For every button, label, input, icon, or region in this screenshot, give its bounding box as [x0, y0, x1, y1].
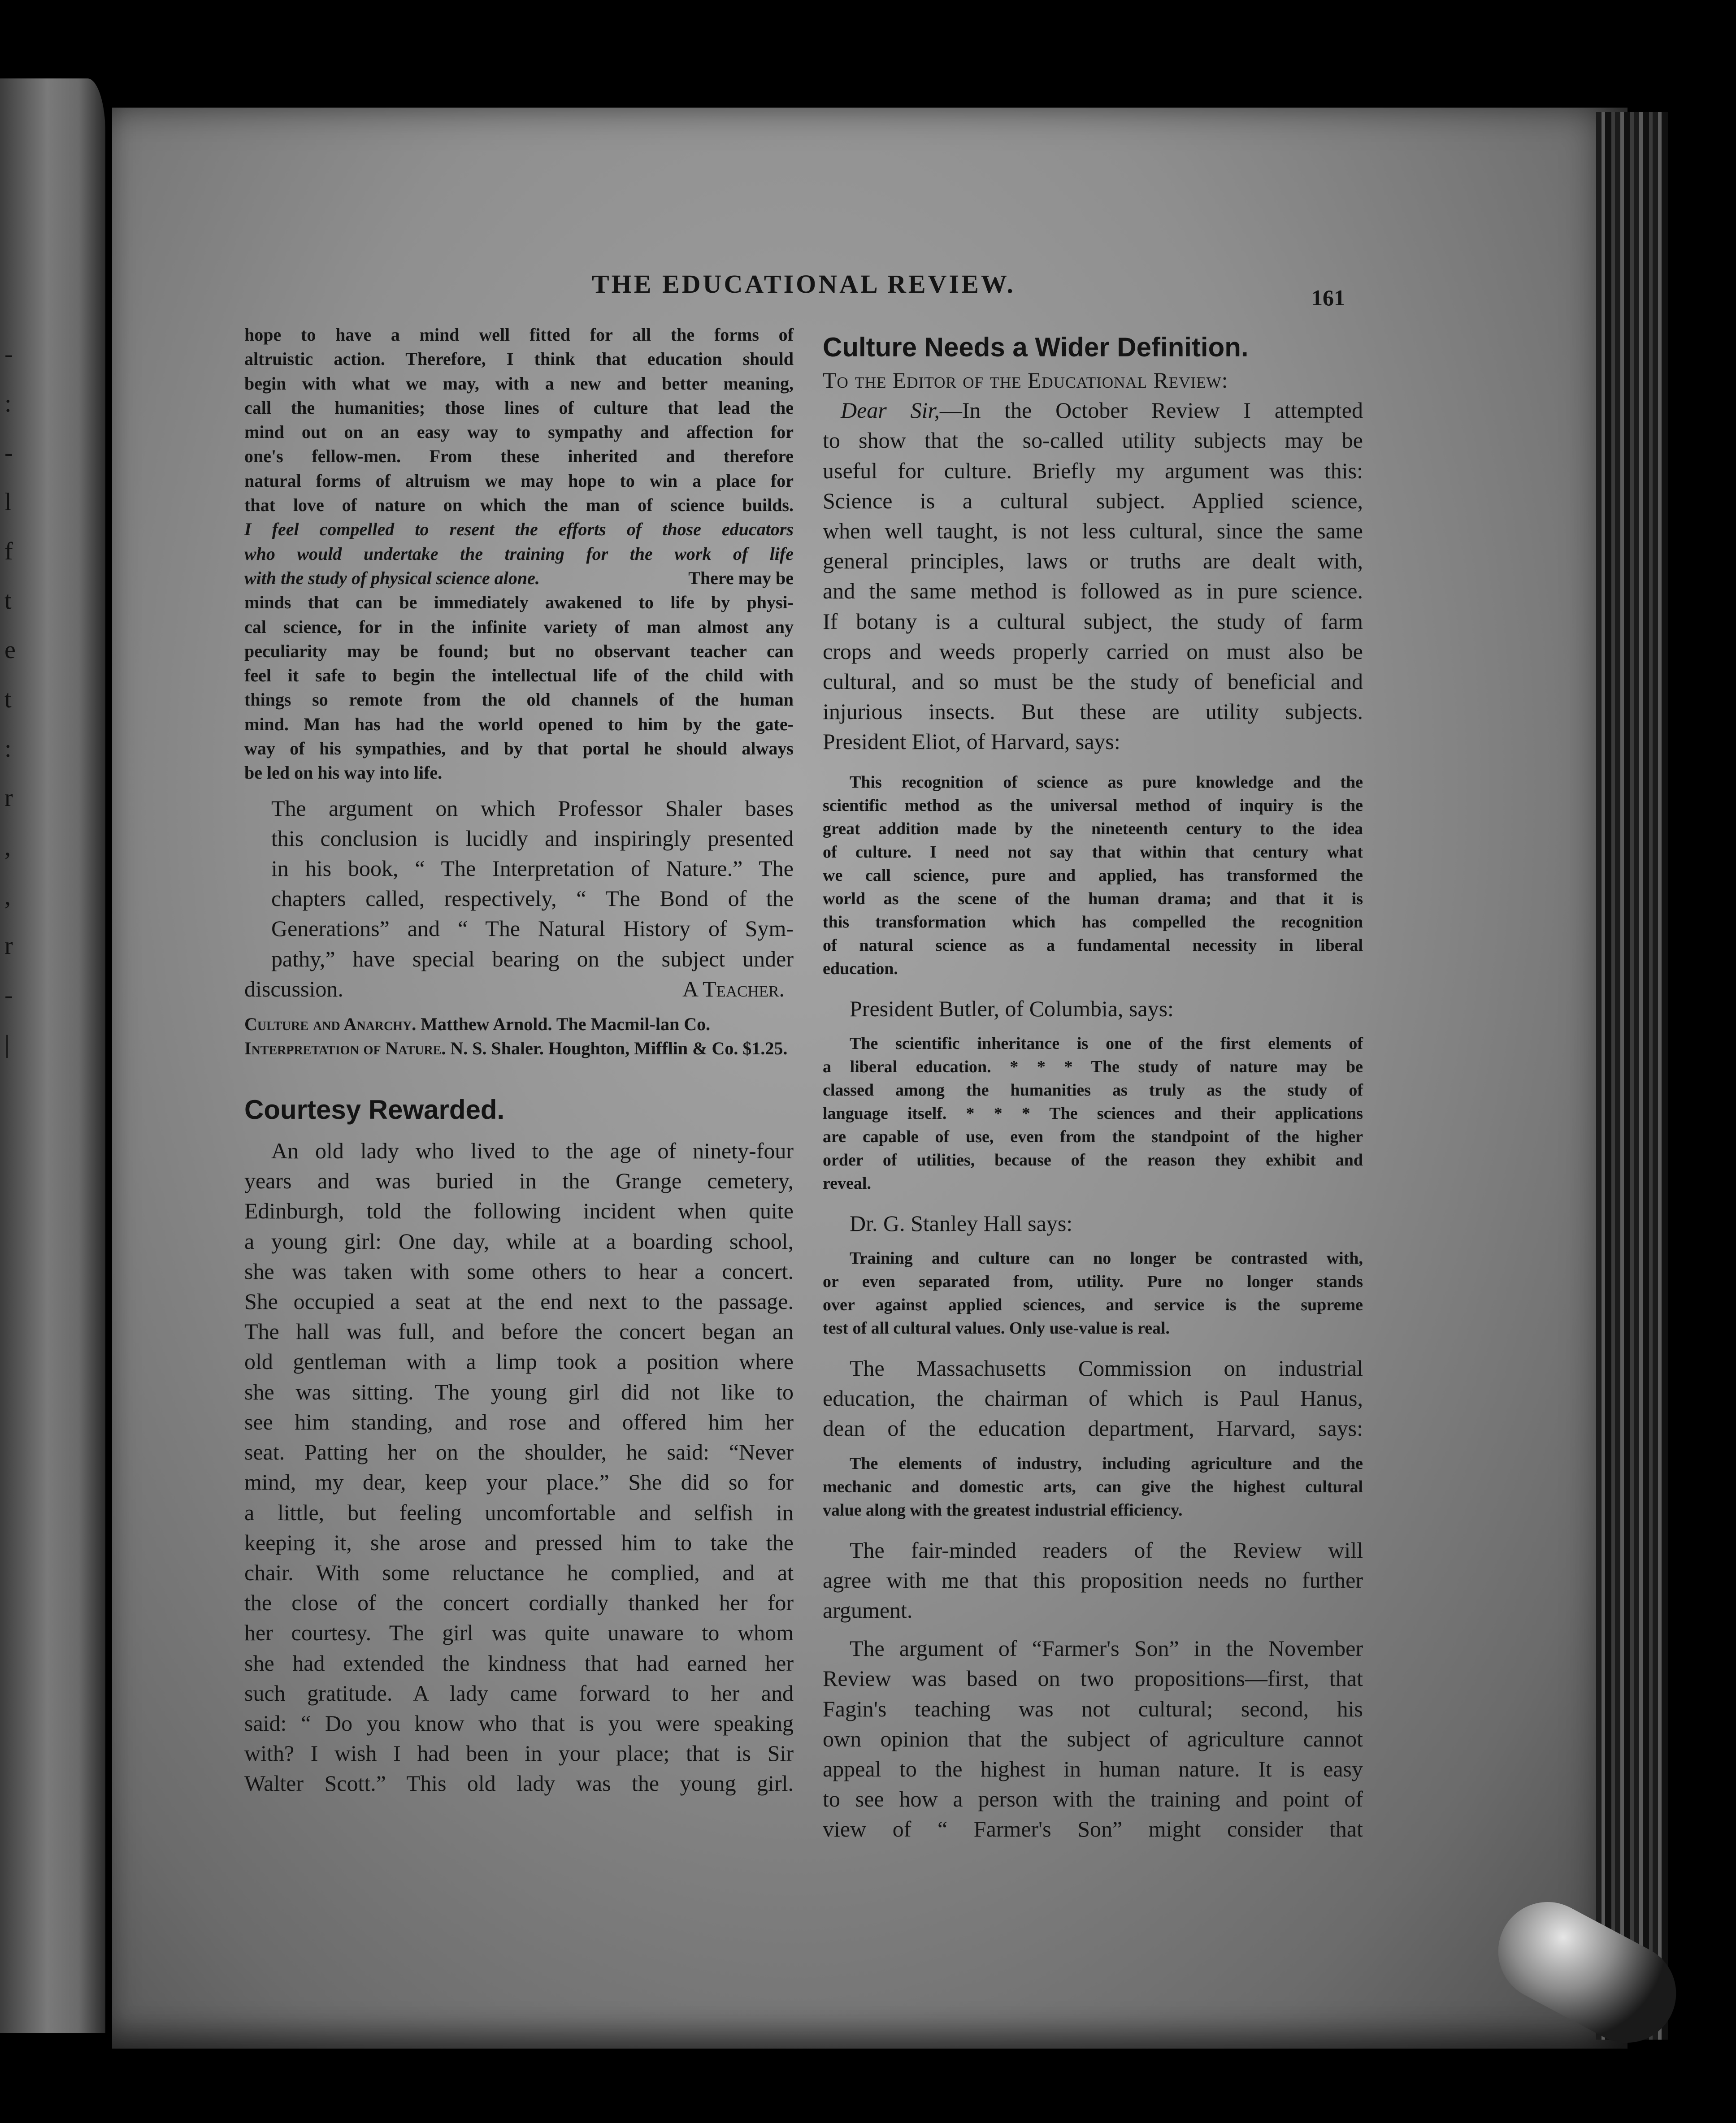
fair-minded-paragraph: [823, 1535, 1363, 1626]
bibliography-title: Interpretation of Nature.: [244, 1038, 446, 1059]
text-line: [823, 425, 1363, 455]
right-column: [823, 329, 1363, 1845]
margin-mark: e: [4, 636, 16, 664]
text-line: The scientific inheritance is one of the first elements of: [850, 1034, 1363, 1053]
massachusetts-quote: [823, 1452, 1363, 1522]
text-line: The argument of “Farmer's Son” in the November: [850, 1636, 1363, 1661]
altruism-paragraph: [244, 323, 794, 785]
culture-heading: Culture Needs a Wider Definition.: [823, 332, 1249, 362]
letter-salutation: To the Editor of the Educational Review:: [823, 368, 1228, 393]
shaler-paragraph: [244, 793, 794, 974]
line-text: and the same method is followed as in pure science.: [823, 578, 1363, 604]
running-head: THE EDUCATIONAL REVIEW.: [592, 269, 1016, 299]
text-line: [823, 667, 1363, 697]
line-text: crops and weeds properly carried on must also be: [823, 638, 1363, 664]
text-line: that love of nature on which the man of science builds.: [244, 495, 794, 516]
text-line: Edinburgh, told the following incident when quite: [244, 1198, 794, 1224]
roman-text: There may be: [688, 568, 794, 588]
italic-text-line: [244, 517, 794, 542]
text-line: chair. With some reluctance he complied, and at: [244, 1560, 794, 1585]
text-line: [823, 395, 1363, 425]
text-line: she had extended the kindness that had earned her: [244, 1650, 794, 1676]
text-line: a young girl: One day, while at a boarding school,: [244, 1228, 794, 1254]
text-line: she was sitting. The young girl did not like to: [244, 1379, 794, 1404]
text-line: This recognition of science as pure knowledge and the: [850, 772, 1363, 792]
text-line: a liberal education. * * * The study of nature may be: [823, 1057, 1363, 1076]
text-line: Review was based on two propositions—first, that: [823, 1666, 1363, 1691]
text-line: [823, 637, 1363, 667]
text-line: [823, 546, 1363, 576]
text-line: [823, 576, 1363, 606]
text-line: she was taken with some others to hear a concert.: [244, 1258, 794, 1284]
text-line: view of “ Farmer's Son” might consider that: [823, 1816, 1363, 1842]
margin-mark: ,: [4, 883, 11, 910]
text-line: to see how a person with the training and point of: [823, 1786, 1363, 1812]
line-text: when well taught, is not less cultural, since the same: [823, 518, 1363, 544]
text-line: of natural science as a fundamental necessity in liberal: [823, 936, 1363, 955]
text-line: [823, 486, 1363, 516]
facing-page-margin-marks: [4, 329, 22, 1069]
margin-mark: t: [4, 685, 12, 713]
text-line: peculiarity may be found; but no observant teacher can: [244, 641, 794, 661]
massachusetts-paragraph: [823, 1353, 1363, 1444]
text-line: value along with the greatest industrial efficiency.: [823, 1500, 1183, 1520]
courtesy-story: [244, 1136, 794, 1798]
line-text: useful for culture. Briefly my argument was this:: [823, 458, 1363, 483]
margin-mark: :: [4, 735, 12, 763]
text-line: The hall was full, and before the concert began an: [244, 1319, 794, 1344]
text-line: Training and culture can no longer be contrasted with,: [850, 1249, 1363, 1268]
text-line: be led on his way into life.: [244, 763, 443, 783]
margin-mark: ,: [4, 833, 11, 861]
page-number: 161: [1311, 285, 1345, 310]
text-line: The fair-minded readers of the Review will: [850, 1537, 1363, 1563]
line-text: President Eliot, of Harvard, says:: [823, 729, 1120, 754]
text-line: over against applied sciences, and service is the supreme: [823, 1295, 1363, 1315]
text-line: altruistic action. Therefore, I think that education should: [244, 349, 794, 369]
text-line: cal science, for in the infinite variety of man almost any: [244, 616, 794, 637]
text-line: The Massachusetts Commission on industrial: [850, 1356, 1363, 1381]
line-text: cultural, and so must be the study of beneficial and: [823, 669, 1363, 694]
text-line: feel it safe to begin the intellectual life of the child with: [244, 665, 794, 686]
text-line: appeal to the highest in human nature. It is easy: [823, 1756, 1363, 1782]
text-line: She occupied a seat at the end next to the passage.: [244, 1289, 794, 1314]
line-text: general principles, laws or truths are dealt with,: [823, 548, 1363, 574]
margin-mark: t: [4, 587, 12, 615]
margin-mark: |: [4, 1031, 10, 1058]
text-line: [823, 456, 1363, 486]
eliot-quote: [823, 771, 1363, 980]
text-line: way of his sympathies, and by that portal he should always: [244, 738, 794, 759]
text-line: or even separated from, utility. Pure no longer stands: [823, 1272, 1363, 1291]
text-line: dean of the education department, Harvard, says:: [823, 1416, 1363, 1441]
bibliography-item: [244, 1036, 794, 1061]
text-line: mind. Man has had the world opened to him by the gate-: [244, 714, 794, 734]
text-line: Walter Scott.” This old lady was the young girl.: [244, 1771, 794, 1796]
margin-mark: -: [4, 981, 13, 1009]
italic-text: with the study of physical science alone.: [244, 568, 540, 588]
line-text: —In the October Review I attempted: [939, 398, 1363, 423]
para1-lines: [244, 323, 794, 517]
text-line: call the humanities; those lines of culture that lead the: [244, 397, 794, 418]
butler-intro: President Butler, of Columbia, says:: [850, 996, 1174, 1021]
text-line: argument.: [823, 1598, 913, 1623]
left-column: [244, 323, 794, 1799]
text-line: mind, my dear, keep your place.” She did so for: [244, 1469, 794, 1495]
italic-text-line: [244, 566, 794, 590]
text-line: her courtesy. The girl was quite unaware to whom: [244, 1620, 794, 1646]
text-line: old gentleman with a limp took a position where: [244, 1349, 794, 1374]
text-line: agree with me that this proposition needs no further: [823, 1567, 1363, 1593]
text-line: world as the scene of the human drama; and that it is: [823, 889, 1363, 908]
book-spine-edge: [1596, 112, 1668, 2040]
text-line: said: “ Do you know who that is you were speaking: [244, 1710, 794, 1736]
bibliography-details: Matthew Arnold. The Macmil-lan Co.: [416, 1014, 711, 1035]
hall-quote: [823, 1247, 1363, 1340]
text-line: Generations” and “ The Natural History of Sym-: [271, 916, 794, 941]
text-line: [823, 727, 1363, 757]
italic-text: I feel compelled to resent the efforts of those educators: [244, 519, 794, 540]
text-line: great addition made by the nineteenth century to the idea: [823, 819, 1363, 838]
margin-mark: -: [4, 340, 13, 368]
text-line: in his book, “ The Interpretation of Nature.” The: [271, 856, 794, 881]
text-line: minds that can be immediately awakened to life by physi-: [244, 592, 794, 613]
text-line: An old lady who lived to the age of ninety-four: [271, 1138, 794, 1164]
text-line: education.: [823, 959, 898, 978]
margin-mark: r: [4, 932, 13, 960]
letter-paragraph: [823, 395, 1363, 757]
text-line: natural forms of altruism we may hope to win a place for: [244, 470, 794, 491]
line-text: Science is a cultural subject. Applied science,: [823, 488, 1363, 513]
text-line: we call science, pure and applied, has transformed the: [823, 866, 1363, 885]
facing-page-edge: [0, 78, 105, 2033]
italic-text-line: [244, 542, 794, 566]
text-line: of culture. I need not say that within that century what: [823, 842, 1363, 862]
margin-mark: f: [4, 537, 13, 565]
text-line: reveal.: [823, 1174, 871, 1193]
text-line: [823, 607, 1363, 637]
bibliography-item: [244, 1012, 794, 1036]
discussion-line: [244, 974, 794, 1004]
butler-quote: [823, 1032, 1363, 1195]
italic-text: who would undertake the training for the work of life: [244, 543, 794, 564]
bibliography-title: Culture and Anarchy.: [244, 1014, 417, 1035]
text-line: pathy,” have special bearing on the subject under: [271, 946, 794, 971]
text-line: education, the chairman of which is Paul Hanus,: [823, 1386, 1363, 1411]
margin-mark: :: [4, 390, 12, 417]
author-signature: A Teacher.: [682, 976, 785, 1001]
text-line: classed among the humanities as truly as the study of: [823, 1080, 1363, 1100]
text-line: mechanic and domestic arts, can give the highest cultural: [823, 1477, 1363, 1496]
text-line: chapters called, respectively, “ The Bond of the: [271, 886, 794, 911]
text-line: with? I wish I had been in your place; that is Sir: [244, 1741, 794, 1766]
text-line: order of utilities, because of the reason they exhibit and: [823, 1150, 1363, 1170]
margin-mark: -: [4, 439, 13, 467]
line-text: injurious insects. But these are utility subjects.: [823, 699, 1363, 724]
text-line: this transformation which has compelled the recognition: [823, 912, 1363, 932]
text-line: seat. Patting her on the shoulder, he said: “Never: [244, 1439, 794, 1465]
text-line: language itself. * * * The sciences and their applications: [823, 1104, 1363, 1123]
text-line: this conclusion is lucidly and inspiringly presented: [271, 825, 794, 851]
text-line: are capable of use, even from the standpoint of the higher: [823, 1127, 1363, 1146]
text-line: keeping it, she arose and pressed him to take the: [244, 1529, 794, 1555]
text-line: [823, 697, 1363, 727]
margin-mark: r: [4, 784, 13, 812]
text-line: [823, 516, 1363, 546]
dear-sir: Dear Sir,: [841, 398, 940, 423]
text-line: The elements of industry, including agriculture and the: [850, 1454, 1363, 1473]
text-line: hope to have a mind well fitted for all the forms of: [244, 325, 794, 345]
text-line: mind out on an easy way to sympathy and affection for: [244, 422, 794, 442]
text-line: a little, but feeling uncomfortable and selfish in: [244, 1499, 794, 1525]
discussion-word: discussion.: [244, 976, 343, 1001]
text-line: one's fellow-men. From these inherited and therefore: [244, 446, 794, 467]
courtesy-heading: Courtesy Rewarded.: [244, 1095, 505, 1125]
text-line: years and was buried in the Grange cemetery,: [244, 1168, 794, 1194]
text-line: see him standing, and rose and offered him her: [244, 1409, 794, 1434]
farmers-son-paragraph: [823, 1633, 1363, 1844]
para1-rest: [244, 590, 794, 785]
line-text: to show that the so-called utility subjects may be: [823, 428, 1363, 453]
text-line: test of all cultural values. Only use-value is real.: [823, 1319, 1170, 1338]
text-line: begin with what we may, with a new and better meaning,: [244, 373, 794, 394]
text-line: scientific method as the universal method of inquiry is the: [823, 796, 1363, 815]
margin-mark: l: [4, 488, 12, 516]
text-line: the close of the concert cordially thanked her for: [244, 1590, 794, 1616]
text-line: own opinion that the subject of agriculture cannot: [823, 1726, 1363, 1751]
text-line: things so remote from the old channels of the human: [244, 689, 794, 710]
text-line: The argument on which Professor Shaler bases: [271, 795, 794, 821]
para1-italic-lines: [244, 517, 794, 590]
hall-intro: Dr. G. Stanley Hall says:: [850, 1210, 1073, 1236]
line-text: If botany is a cultural subject, the study of farm: [823, 608, 1363, 634]
bibliography-details: N. S. Shaler. Houghton, Mifflin & Co. $1.25.: [446, 1038, 788, 1059]
text-line: such gratitude. A lady came forward to her and: [244, 1680, 794, 1706]
text-line: Fagin's teaching was not cultural; second, his: [823, 1696, 1363, 1721]
